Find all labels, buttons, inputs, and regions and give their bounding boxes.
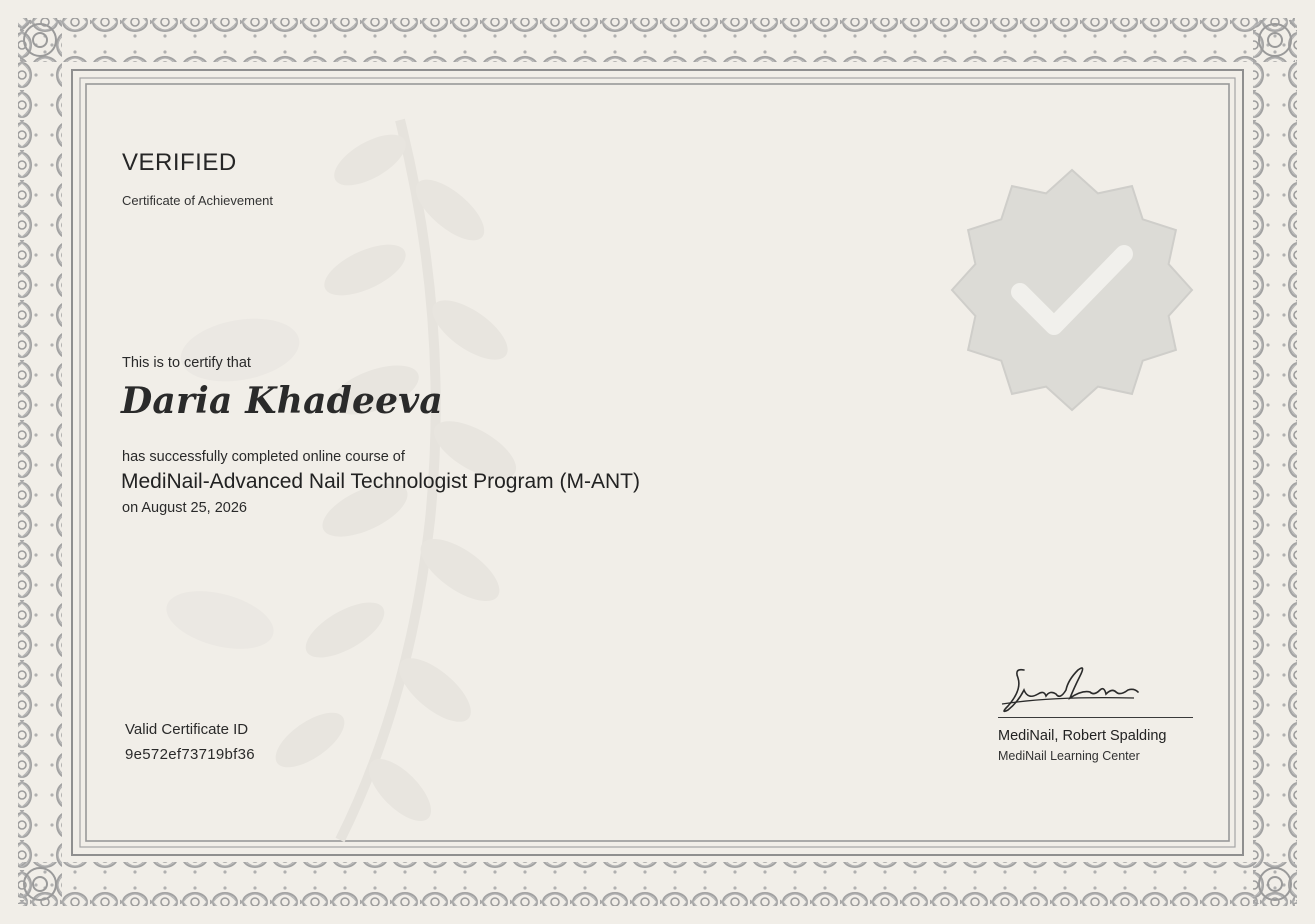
certificate-type: Certificate of Achievement xyxy=(122,193,274,208)
signatory-organization: MediNail Learning Center xyxy=(998,749,1140,763)
course-name: MediNail-Advanced Nail Technologist Program (M-ANT) xyxy=(121,470,640,493)
verified-seal-icon xyxy=(942,162,1202,418)
signatory-name: MediNail, Robert Spalding xyxy=(998,728,1167,744)
handwritten-signature xyxy=(994,660,1144,718)
certificate-id-value: 9e572ef73719bf36 xyxy=(125,746,255,763)
verified-heading: VERIFIED xyxy=(122,149,237,176)
completion-text: has successfully completed online course of xyxy=(122,449,405,465)
recipient-name: Daria Khadeeva xyxy=(121,380,443,422)
completion-date: on August 25, 2026 xyxy=(122,500,247,516)
signature-line xyxy=(998,717,1193,718)
certify-intro: This is to certify that xyxy=(122,355,251,371)
certificate-id-label: Valid Certificate ID xyxy=(125,721,249,738)
